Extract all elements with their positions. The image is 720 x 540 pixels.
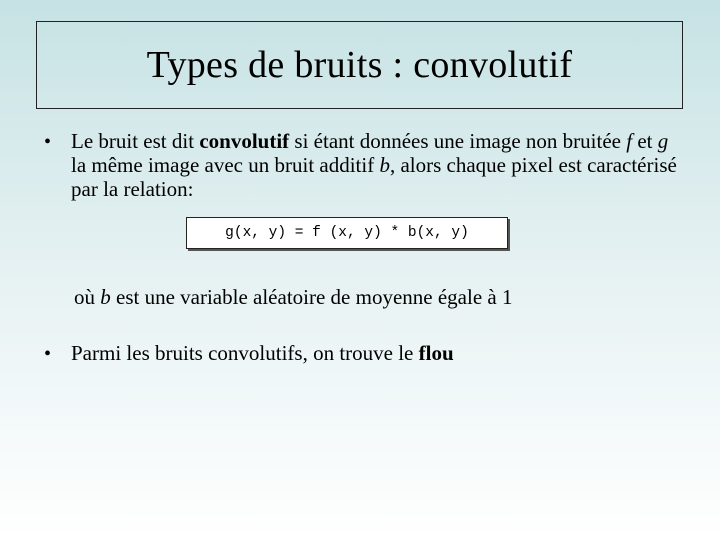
slide-title-box (36, 21, 683, 109)
bullet-1-text (71, 129, 681, 201)
where-line (74, 285, 512, 310)
term-flou: flou (418, 341, 454, 365)
slide-title: Types de bruits : convolutif (146, 44, 573, 86)
formula-text: g(x, y) = f (x, y) * b(x, y) (225, 225, 469, 241)
bullet-2-text (71, 341, 454, 365)
term-convolutif: convolutif (199, 129, 290, 153)
var-b: b (100, 285, 111, 309)
text-run: , alors chaque pixel est caractérisé par la relation: (71, 153, 677, 201)
text-run: est une variable aléatoire de moyenne égale à 1 (110, 285, 513, 309)
bullet-marker-1: • (44, 131, 52, 153)
text-run: Parmi les bruits convolutifs, on trouve le (71, 341, 419, 365)
text-run: si étant données une image non bruitée (289, 129, 627, 153)
text-run: la même image avec un bruit additif (71, 153, 380, 177)
var-g: g (657, 129, 669, 153)
text-run: et (632, 129, 658, 153)
text-run: Le bruit est dit (71, 129, 200, 153)
formula-box (186, 217, 508, 249)
var-b: b (379, 153, 390, 177)
text-run: où (74, 285, 101, 309)
var-f: f (626, 129, 633, 153)
bullet-marker-2: • (44, 343, 52, 365)
